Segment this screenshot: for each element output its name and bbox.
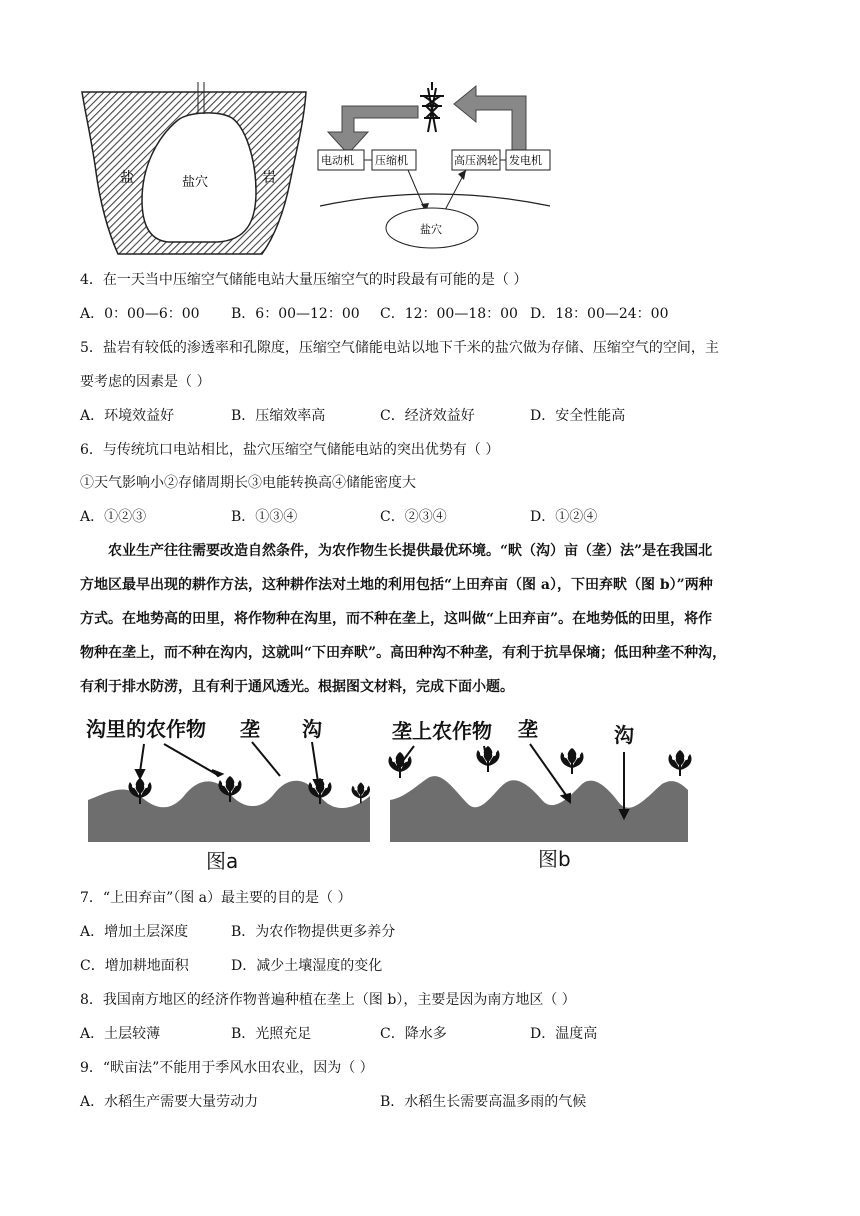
label-turbine: 高压涡轮 [454, 154, 498, 167]
fig-a-caption: 图a [206, 849, 239, 873]
label-cavern-right: 盐穴 [420, 223, 442, 236]
q8-option-d[interactable]: D．温度高 [530, 1026, 598, 1042]
fig-a-ridge-label: 垄 [240, 717, 260, 741]
q8-option-b[interactable]: B．光照充足 [231, 1026, 312, 1042]
passage-line-4: 物种在垄上，而不种在沟内，这就叫“下田弃畎”。高田种沟不种垄，有利于抗旱保墒；低田种垄不种沟， [80, 645, 727, 661]
fig-a-furrow-label: 沟 [302, 717, 322, 741]
q9-option-b[interactable]: B．水稻生长需要高温多雨的气候 [380, 1094, 587, 1110]
passage-line-2: 方地区最早出现的耕作方法，这种耕作法对土地的利用包括“上田弃亩（图 a），下田弃畎（图 b）”两种 [80, 577, 713, 593]
q8-option-a[interactable]: A．土层较薄 [80, 1026, 161, 1042]
q5-option-c[interactable]: C．经济效益好 [380, 408, 475, 424]
q7-option-b[interactable]: B．为农作物提供更多养分 [231, 924, 396, 940]
ground-line [320, 194, 550, 206]
question-5-line2: 要考虑的因素是（ ） [80, 374, 211, 390]
question-8: 8．我国南方地区的经济作物普遍种植在垄上（图 b），主要是因为南方地区（ ） [80, 992, 576, 1008]
label-compressor: 压缩机 [375, 154, 408, 167]
q7-option-c[interactable]: C．增加耕地面积 [80, 958, 189, 974]
q6-option-c[interactable]: C．②③④ [380, 509, 447, 525]
q7-option-a[interactable]: A．增加土层深度 [80, 924, 189, 940]
question-6-statements: ①天气影响小②存储周期长③电能转换高④储能密度大 [80, 475, 416, 491]
question-5-line1: 5．盐岩有较低的渗透率和孔隙度，压缩空气储能电站以地下千米的盐穴做为存储、压缩空气的空间，主 [80, 340, 719, 356]
fig-b-crop-label: 垄上农作物 [392, 719, 492, 743]
label-generator: 发电机 [509, 154, 542, 167]
q4-option-b[interactable]: B．6：00—12：00 [231, 306, 360, 322]
passage-line-5: 有利于排水防涝，且有利于通风透光。根据图文材料，完成下面小题。 [80, 679, 514, 695]
flow-diagram [318, 82, 550, 248]
fig-b-ridge-label: 垄 [518, 717, 538, 741]
label-motor: 电动机 [321, 154, 354, 167]
q8-option-c[interactable]: C．降水多 [380, 1026, 447, 1042]
q4-option-a[interactable]: A．0：00—6：00 [80, 306, 200, 322]
q6-option-d[interactable]: D．①②④ [530, 509, 598, 525]
q5-option-a[interactable]: A．环境效益好 [80, 408, 175, 424]
q9-option-a[interactable]: A．水稻生产需要大量劳动力 [80, 1094, 259, 1110]
question-4: 4．在一天当中压缩空气储能电站大量压缩空气的时段最有可能的是（ ） [80, 272, 528, 288]
figure-b [388, 717, 691, 871]
figure-a [86, 717, 370, 873]
passage-line-3: 方式。在地势高的田里，将作物种在沟里，而不种在垄上，这叫做“上田弃亩”。在地势低的田里，将作 [80, 611, 713, 627]
question-9: 9．“畎亩法”不能用于季风水田农业，因为（ ） [80, 1060, 374, 1076]
q5-option-d[interactable]: D．安全性能高 [530, 408, 626, 424]
label-cavern-left: 盐穴 [182, 175, 209, 190]
salt-cavern-figure [78, 82, 558, 262]
q4-option-c[interactable]: C．12：00—18：00 [380, 306, 518, 322]
passage [80, 534, 780, 704]
q5-option-b[interactable]: B．压缩效率高 [231, 408, 326, 424]
label-salt-left: 盐 [120, 170, 134, 186]
furrow-ridge-figure [84, 712, 694, 878]
question-6: 6．与传统坑口电站相比，盐穴压缩空气储能电站的突出优势有（ ） [80, 442, 500, 458]
question-7: 7．“上田弃亩”（图 a）最主要的目的是（ ） [80, 890, 352, 906]
passage-line-1: 农业生产往往需要改造自然条件，为农作物生长提供最优环境。“畎（沟）亩（垄）法”是在我国北 [108, 543, 713, 559]
q6-option-b[interactable]: B．①③④ [231, 509, 298, 525]
fig-b-furrow-label: 沟 [614, 723, 634, 747]
q4-option-d[interactable]: D．18：00—24：00 [530, 306, 669, 322]
fig-a-crop-label: 沟里的农作物 [86, 717, 206, 741]
label-salt-right: 岩 [262, 170, 276, 186]
fig-b-caption: 图b [538, 847, 571, 871]
power-tower-icon [420, 82, 444, 132]
q6-option-a[interactable]: A．①②③ [80, 509, 147, 525]
q7-option-d[interactable]: D．减少土壤湿度的变化 [231, 958, 383, 974]
